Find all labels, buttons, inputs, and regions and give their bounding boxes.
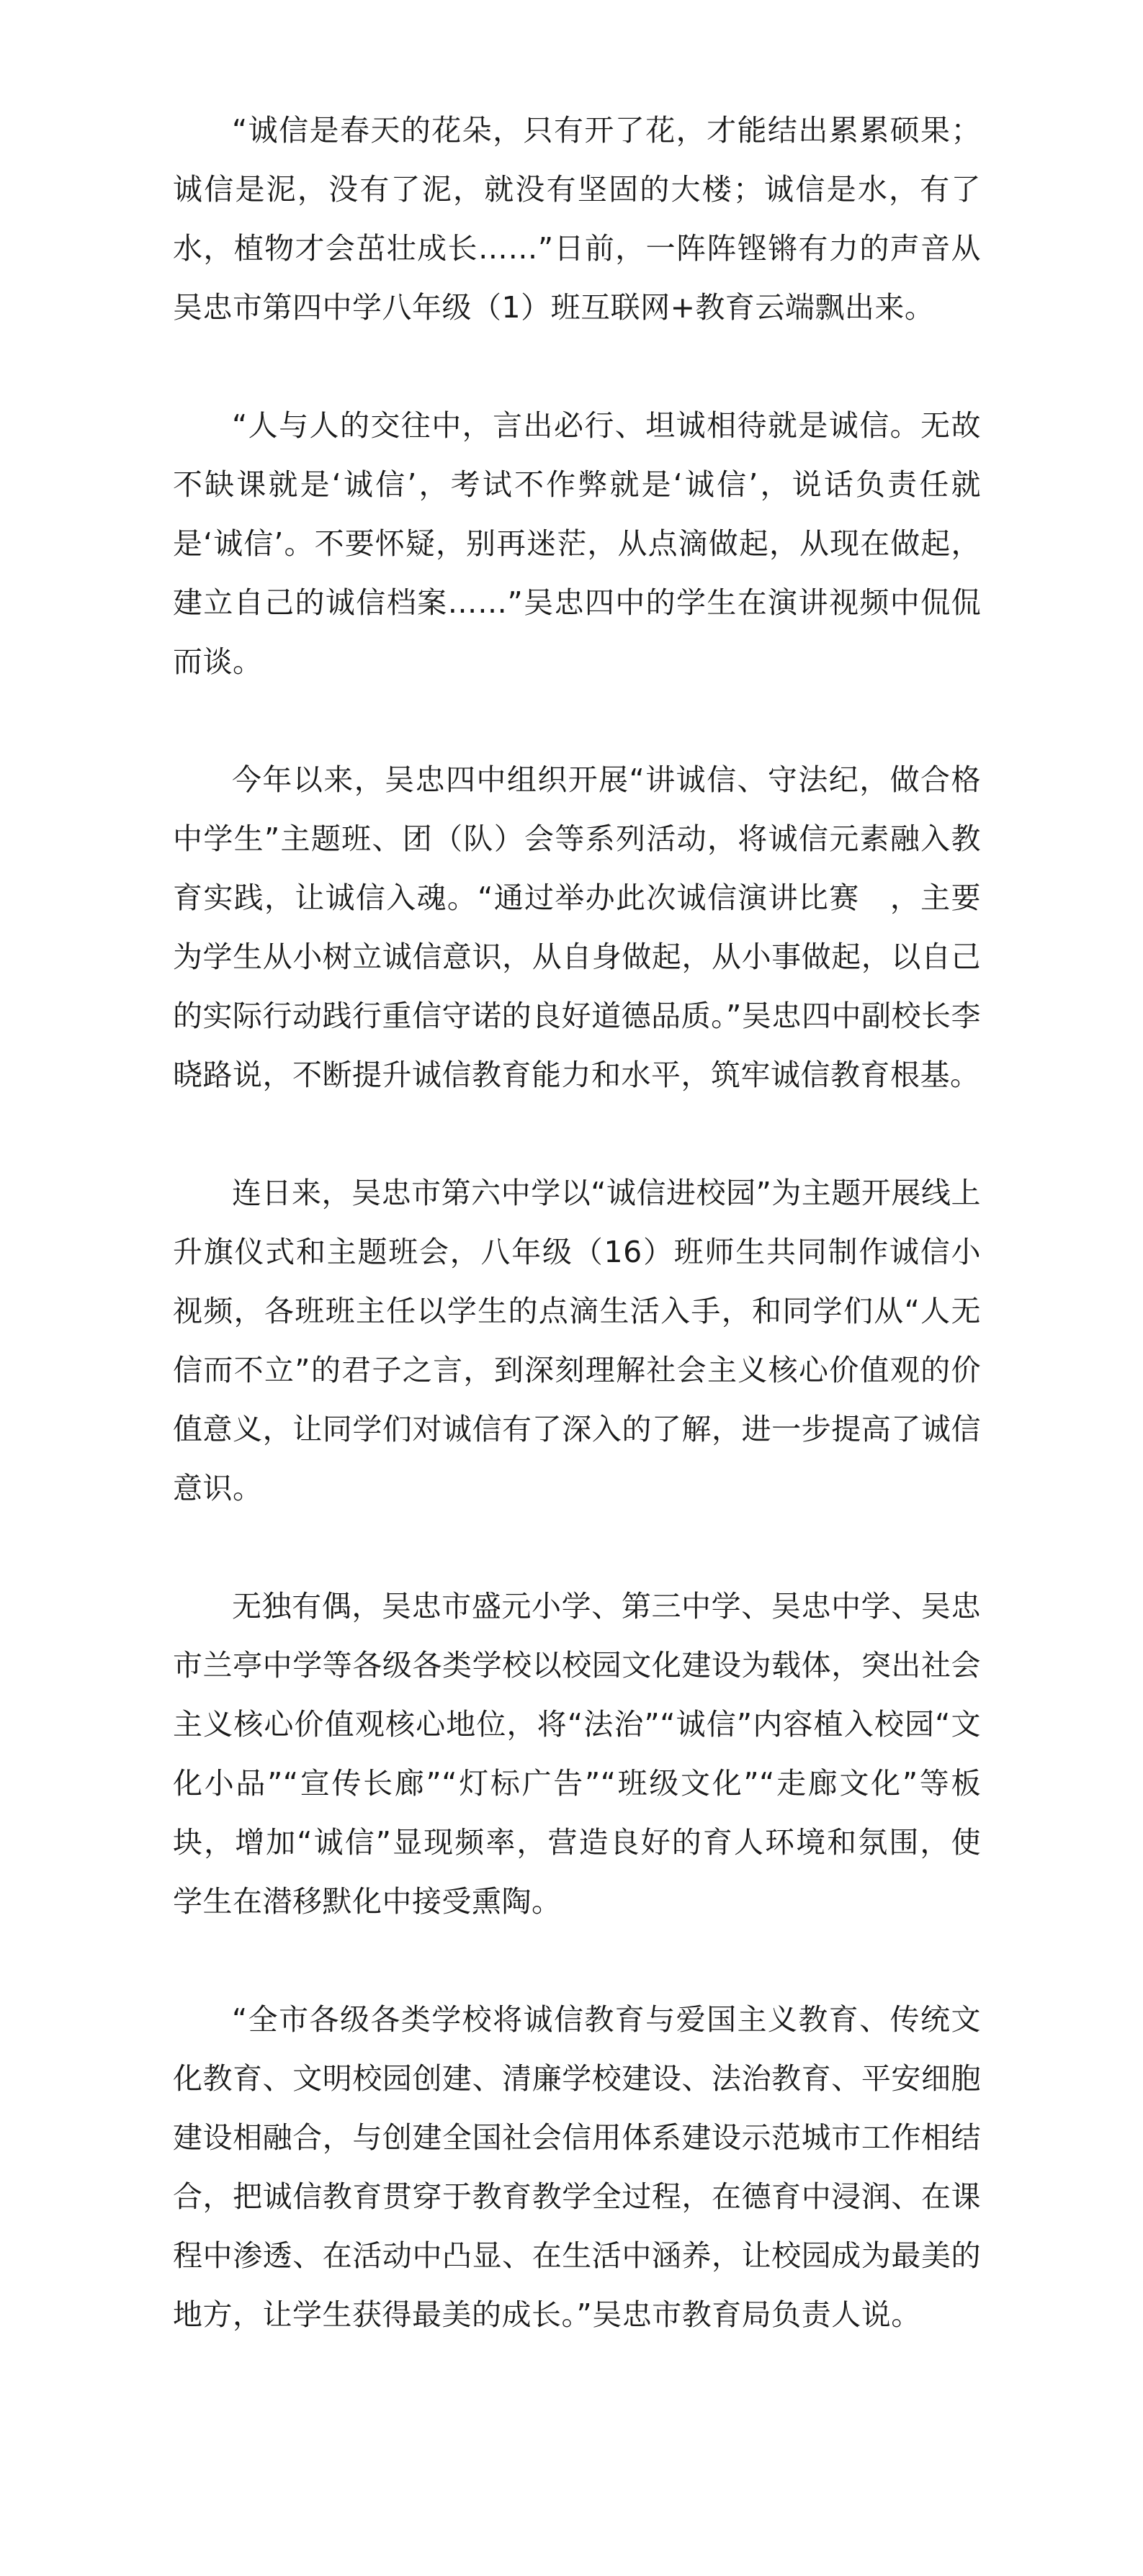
- paragraph-6: “全市各级各类学校将诚信教育与爱国主义教育、传统文化教育、文明校园创建、清廉学校建设、法治教育、平安细胞建设相融合，与创建全国社会信用体系建设示范城市工作相结合，把诚信教育贯穿于教育教学全过程，在德育中浸润、在课程中渗透、在活动中凸显、在生活中涵养，让校园成为最美的地方，让学生获得最美的成长。”吴忠市教育局负责人说。: [173, 2002, 981, 2332]
- paragraph-3: 今年以来，吴忠四中组织开展“讲诚信、守法纪，做合格中学生”主题班、团（队）会等系列活动，将诚信元素融入教育实践，让诚信入魂。“通过举办此次诚信演讲比赛 ，主要为学生从小树立诚信意识，从自身做起，从小事做起，以自己的实际行动践行重信守诺的良好道德品质。”吴忠四中副校长李晓路说，不断提升诚信教育能力和水平，筑牢诚信教育根基。: [173, 762, 981, 1092]
- article-body: [173, 101, 981, 2344]
- paragraph-1: “诚信是春天的花朵，只有开了花，才能结出累累硕果；诚信是泥，没有了泥，就没有坚固的大楼；诚信是水，有了水，植物才会茁壮成长……”日前，一阵阵铿锵有力的声音从吴忠市第四中学八年级（1）班互联网+教育云端飘出来。: [173, 113, 981, 325]
- paragraph-4: 连日来，吴忠市第六中学以“诚信进校园”为主题开展线上升旗仪式和主题班会，八年级（16）班师生共同制作诚信小视频，各班班主任以学生的点滴生活入手，和同学们从“人无信而不立”的君子之言，到深刻理解社会主义核心价值观的价值意义，让同学们对诚信有了深入的了解，进一步提高了诚信意识。: [173, 1176, 981, 1505]
- paragraph-2: “人与人的交往中，言出必行、坦诚相待就是诚信。无故不缺课就是‘诚信’，考试不作弊就是‘诚信’，说话负责任就是‘诚信’。不要怀疑，别再迷茫，从点滴做起，从现在做起，建立自己的诚信档案……”吴忠四中的学生在演讲视频中侃侃而谈。: [173, 408, 981, 679]
- paragraph-5: 无独有偶，吴忠市盛元小学、第三中学、吴忠中学、吴忠市兰亭中学等各级各类学校以校园文化建设为载体，突出社会主义核心价值观核心地位，将“法治”“诚信”内容植入校园“文化小品”“宣传长廊”“灯标广告”“班级文化”“走廊文化”等板块，增加“诚信”显现频率，营造良好的育人环境和氛围，使学生在潜移默化中接受熏陶。: [173, 1589, 981, 1919]
